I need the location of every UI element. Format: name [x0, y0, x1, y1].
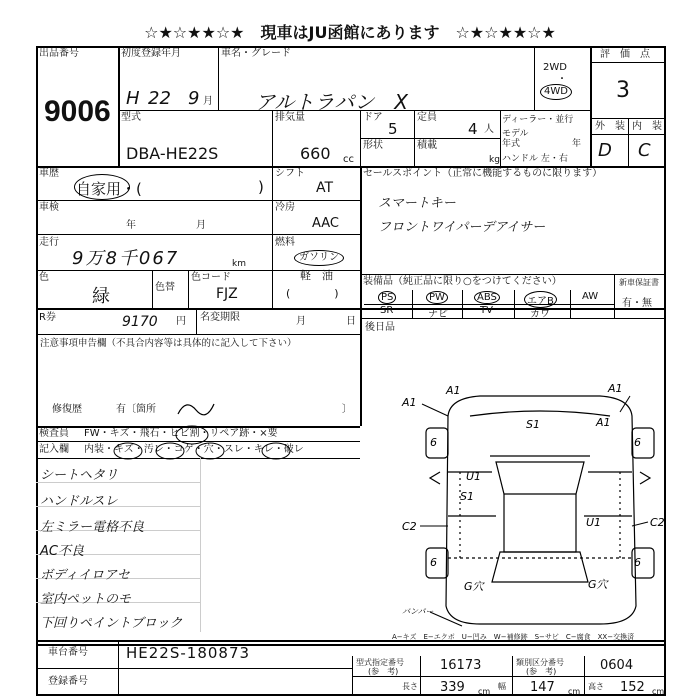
shape-label: 形状	[363, 140, 383, 151]
remark-4: AC不良	[40, 544, 84, 559]
remark-5: ボディイロアセ	[40, 568, 130, 583]
first-reg-era: H	[126, 88, 140, 109]
entry-label: 記入欄	[39, 444, 69, 455]
height-value: 152	[620, 680, 645, 695]
mark-c2-left: C2	[402, 520, 417, 533]
dealer-handle: ハンドル 左・右	[502, 154, 568, 164]
fuel-gasoline: ガソリン	[294, 250, 344, 266]
recycle-unit: 円	[176, 316, 186, 327]
color-code: FJZ	[216, 286, 238, 302]
mark-g-right: G穴	[588, 578, 608, 591]
remark-2: ハンドルスレ	[40, 494, 118, 509]
fuel-diesel: 軽 油	[300, 269, 333, 282]
mark-u1-right: U1	[586, 516, 602, 529]
sales-point-label: セールスポイント（正常に機能するものに限ります）	[363, 168, 603, 179]
height-unit: cm	[652, 687, 665, 696]
remark-7: 下回りペイントブロック	[40, 616, 183, 631]
history-value: 自家用・(	[76, 180, 142, 198]
car-damage-diagram	[400, 376, 680, 636]
score-label: 評 価 点	[600, 49, 650, 60]
equip-leather: カワ	[530, 309, 550, 320]
interior-value: C	[638, 140, 651, 161]
mileage-unit: km	[232, 259, 246, 269]
width-unit: cm	[568, 687, 581, 696]
mark-u1-left: U1	[466, 470, 482, 483]
remark-6: 室内ペットのモ	[40, 592, 132, 607]
damage-legend: A−キズ E−エクボ U−凹み W−補修跡 S−サビ C−腐食 XX−交換済	[392, 633, 635, 641]
name-expiry-day: 日	[346, 316, 356, 327]
shift-value: AT	[316, 180, 334, 196]
doors-label: ドア	[363, 112, 383, 123]
mark-a1-front-left: A1	[446, 384, 461, 397]
entry-circles	[80, 424, 360, 460]
chassis-label: 車台番号	[48, 647, 88, 658]
type-no-sub: (参 考)	[368, 667, 399, 676]
type-no-value: 16173	[440, 658, 482, 673]
class-no-label: 類別区分番号	[516, 658, 564, 667]
rear-seat-label: 後日品	[365, 322, 395, 333]
color-label: 色	[39, 272, 49, 283]
equip-pw: PW	[426, 291, 448, 304]
equipment-label: 装備品（純正品に限り○をつけてください）	[363, 276, 562, 287]
warranty-label: 新車保証書	[619, 278, 659, 287]
lot-label: 出品番号	[39, 48, 79, 59]
first-reg-label: 初度登録年月	[121, 48, 181, 59]
page-title: ☆★☆★★☆★ 現車はJU函館にあります ☆★☆★★☆★	[144, 23, 556, 42]
mileage-label: 走行	[39, 237, 59, 248]
mark-6-fr: 6	[634, 436, 641, 449]
inspector-items: FW・キズ・飛石・ヒビ割・リペア跡・×要	[84, 428, 278, 439]
sales-point-2: フロントワイパーデアイサー	[378, 220, 546, 235]
lot-number: 9006	[44, 95, 111, 128]
exterior-value: D	[598, 140, 612, 161]
inspection-month: 月	[196, 220, 206, 231]
dealer-model: モデル	[502, 129, 529, 139]
repair-close: 〕	[342, 404, 352, 415]
equip-navi: ナビ	[428, 309, 448, 320]
drive-2wd: 2WD	[543, 62, 567, 73]
first-reg-year: 22	[148, 88, 171, 109]
mark-c2-right: C2	[650, 516, 665, 529]
cooling-value: AAC	[312, 216, 339, 231]
equip-sr: SR	[380, 305, 394, 316]
car-name-value: アルトラパン X	[255, 90, 408, 114]
name-expiry-month: 月	[296, 316, 306, 327]
equipment-grid	[364, 290, 614, 318]
displacement-unit: cc	[343, 154, 354, 165]
capacity-unit: 人	[484, 124, 494, 135]
first-reg-month: 9	[188, 88, 200, 109]
shift-label: シフト	[275, 168, 305, 179]
repair-value: 有〔箇所	[116, 404, 156, 415]
width-value: 147	[530, 680, 555, 695]
mark-a1-left: A1	[402, 396, 417, 409]
model-label: 型式	[121, 112, 141, 123]
chassis-value: HE22S-180873	[126, 644, 251, 662]
entry-items: 内装・キズ・汚レ・コゲ・穴・スレ・キレ・破レ	[84, 444, 304, 455]
class-no-value: 0604	[600, 658, 634, 673]
doors-value: 5	[388, 120, 398, 138]
recycle-value: 9170	[122, 314, 158, 330]
first-reg-month-unit: 月	[203, 96, 213, 107]
height-label: 高さ	[588, 682, 604, 691]
equip-abs: ABS	[474, 291, 500, 304]
inspection-year: 年	[126, 220, 136, 231]
repair-scribble	[176, 396, 216, 426]
mark-bumper: バンパー	[402, 607, 434, 616]
model-value: DBA-HE22S	[126, 144, 219, 163]
dealer-parallel: ディーラー・並行	[502, 115, 574, 125]
repair-label: 修復歴	[52, 404, 82, 415]
type-no-label: 型式指定番号	[356, 658, 404, 667]
mileage-value: 9万8千067	[72, 248, 180, 269]
drive-4wd: 4WD	[540, 84, 572, 100]
mark-6-fl: 6	[430, 436, 437, 449]
mark-a1-right: A1	[596, 416, 611, 429]
mark-s1-hood: S1	[526, 418, 540, 431]
equip-airbag: エアB	[524, 291, 557, 308]
remark-1: シートヘタリ	[40, 468, 119, 483]
mark-s1-left: S1	[460, 490, 474, 503]
color-value: 緑	[92, 286, 110, 307]
equip-aw: AW	[582, 291, 599, 302]
length-label: 長さ	[402, 682, 418, 691]
recycle-label: R券	[39, 312, 56, 323]
exterior-label: 外 装	[595, 121, 625, 132]
inspector-label: 検査員	[39, 428, 69, 439]
capacity-value: 4	[468, 120, 478, 138]
interior-label: 内 装	[632, 121, 662, 132]
history-close: )	[258, 178, 264, 196]
registration-label: 登録番号	[48, 676, 88, 687]
sales-point-1: スマートキー	[378, 196, 456, 211]
length-unit: cm	[478, 687, 491, 696]
remarks-area	[36, 458, 200, 632]
displacement-value: 660	[300, 144, 331, 163]
cooling-label: 冷房	[275, 202, 295, 213]
car-name-label: 車名・グレード	[221, 48, 291, 59]
length-value: 339	[440, 680, 465, 695]
displacement-label: 排気量	[275, 112, 305, 123]
notes-label: 注意事項申告欄（不具合内容等は具体的に記入して下さい）	[40, 338, 297, 349]
dealer-year-unit: 年式	[502, 139, 521, 149]
score-value: 3	[616, 78, 630, 103]
history-label: 車歴	[39, 168, 59, 179]
fuel-other: ( )	[286, 287, 339, 300]
class-no-sub: (参 考)	[526, 667, 557, 676]
mark-a1-front-right: A1	[608, 382, 623, 395]
remark-3: 左ミラー電格不良	[40, 520, 145, 535]
mark-6-rr: 6	[634, 556, 641, 569]
dealer-year: 年	[572, 139, 582, 149]
inspection-label: 車検	[39, 202, 59, 213]
color-code-label: 色コード	[191, 272, 231, 283]
color-change-label: 色替	[155, 282, 175, 293]
mark-g-left: G穴	[464, 580, 484, 593]
warranty-value: 有・無	[622, 298, 652, 309]
fuel-label: 燃料	[275, 237, 295, 248]
equip-tv: TV	[480, 305, 493, 316]
equip-ps: PS	[378, 291, 396, 304]
load-label: 積載	[417, 140, 437, 151]
width-label: 幅	[498, 682, 506, 691]
mark-6-rl: 6	[430, 556, 437, 569]
name-expiry-label: 名変期限	[200, 312, 240, 323]
load-unit: kg	[489, 155, 500, 165]
capacity-label: 定員	[417, 112, 437, 123]
